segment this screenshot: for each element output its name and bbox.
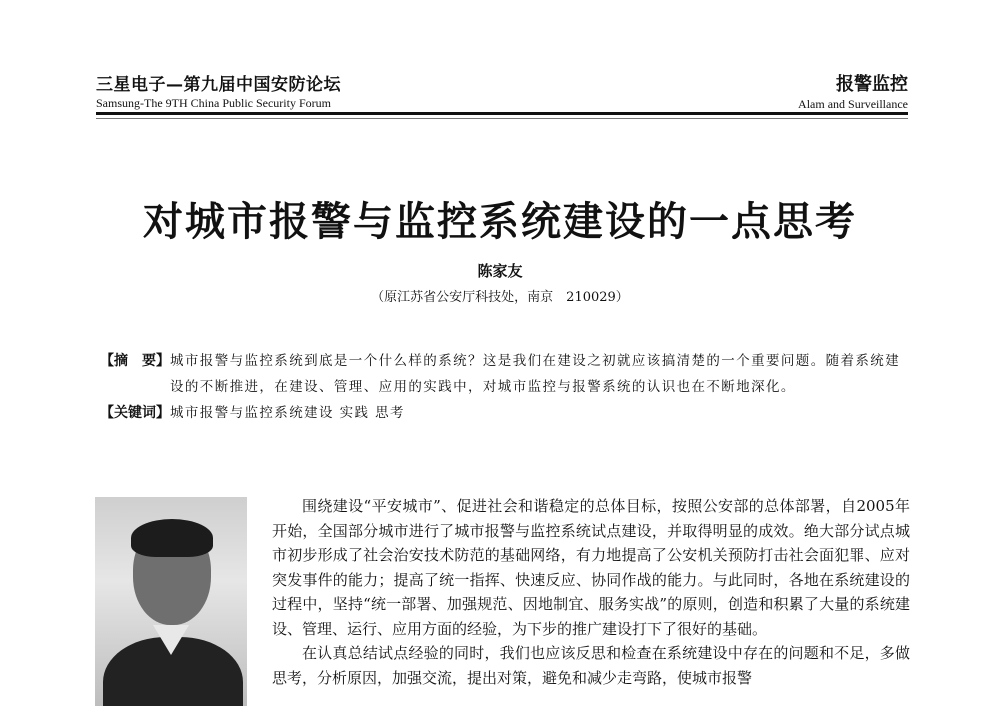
section-title-en: Alam and Surveillance [798, 97, 908, 111]
body-paragraph: 围绕建设“平安城市”、促进社会和谐稳定的总体目标，按照公安部的总体部署，自2005年开始，全国部分城市进行了城市报警与监控系统试点建设，并取得明显的成效。绝大部分试点城市初步形成了社会治安技术防范的基础网络，有力地提高了公安机关预防打击社会面犯罪、应对突发事件的能力；提高了统一指挥、快速反应、协同作战的能力。与此同时，各地在系统建设的过程中，坚持“统一部署、加强规范、因地制宜、服务实战”的原则，创造和积累了大量的系统建设、管理、运行、应用方面的经验，为下步的推广建设打下了很好的基础。 [272, 497, 910, 638]
author-name: 陈家友 [477, 262, 523, 280]
header-rule-thick [96, 112, 908, 115]
forum-title-cn: 三星电子—第九届中国安防论坛 [96, 75, 341, 95]
body-paragraph: 在认真总结试点经验的同时，我们也应该反思和检查在系统建设中存在的问题和不足，多做思考，分析原因，加强交流，提出对策，避免和减少走弯路，使城市报警 [272, 644, 910, 687]
author-affiliation: （原江苏省公安厅科技处，南京 210029） [371, 290, 629, 305]
section-header [798, 70, 908, 112]
author-photo [95, 497, 247, 706]
header-rule-thin [96, 118, 908, 119]
section-title-cn: 报警监控 [836, 74, 908, 95]
article-body [272, 494, 910, 690]
keywords-text: 城市报警与监控系统建设 实践 思考 [170, 405, 405, 421]
photo-hair-shape [131, 519, 213, 557]
abstract-row [100, 348, 910, 400]
forum-header [96, 70, 341, 111]
abstract-text: 城市报警与监控系统到底是一个什么样的系统？这是我们在建设之初就应该搞清楚的一个重要问题。随着系统建设的不断推进，在建设、管理、应用的实践中，对城市监控与报警系统的认识也在不断地深化。 [170, 353, 901, 395]
forum-title-en: Samsung-The 9TH China Public Security Forum [96, 96, 331, 110]
abstract-label: 【摘 要】 [100, 353, 170, 369]
keywords-row [100, 400, 910, 426]
abstract-block [100, 348, 910, 426]
keywords-label: 【关键词】 [100, 405, 170, 421]
article-title: 对城市报警与监控系统建设的一点思考 [143, 199, 857, 245]
